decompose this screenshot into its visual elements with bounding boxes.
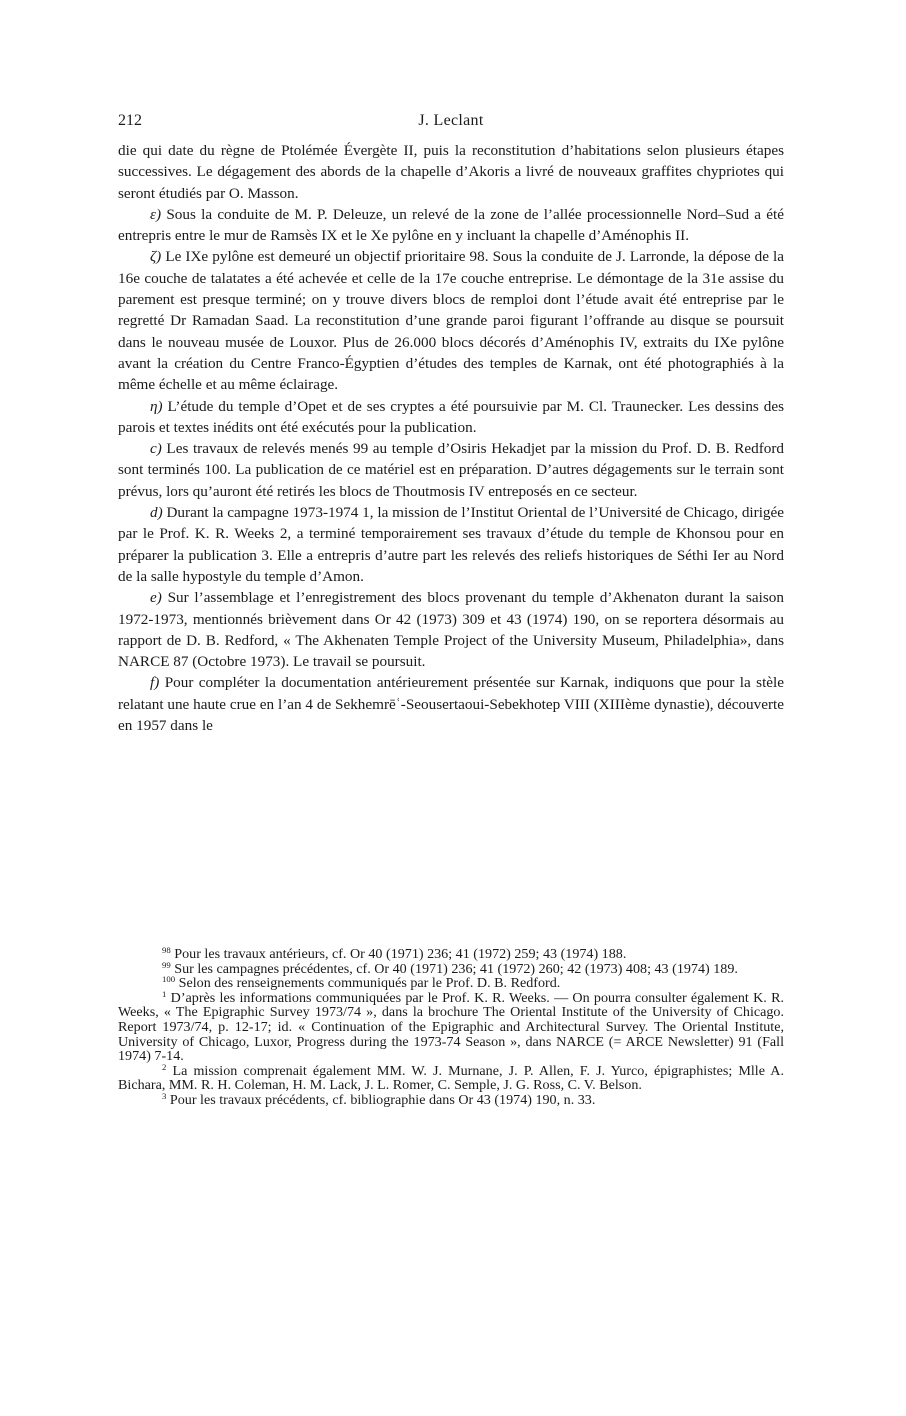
footnote-number: 3: [162, 1091, 167, 1102]
paragraph-text: Sur l’assemblage et l’enregistrement des blocs provenant du temple d’Akhenaton durant la saison 1972-1973, mentionnés brièvement dans Or 42 (1973) 309 et 43 (1974) 190, on se reportera désormais au rapport de D. B. Redford, « The Akhenaten Temple Project of the University Museum, Philadelphia», dans NARCE 87 (Octobre 1973). Le travail se poursuit.: [118, 589, 784, 671]
paragraph-label: f): [150, 674, 160, 692]
footnote: [118, 959, 784, 977]
paragraph-e: [118, 587, 784, 672]
body-text: [118, 140, 784, 736]
paragraph-text: Le IXe pylône est demeuré un objectif prioritaire 98. Sous la conduite de J. Larronde, la dépose de la 16e couche de talatates a été achevée et celle de la 17e couche entreprise. Le démontage de la 31e assise du parement est presque terminé; on y trouve divers blocs de remploi dont l’étude avait été entreprise par le regretté Dr Ramadan Saad. La reconstitution d’une grande paroi figurant l’offrande au disque se poursuit dans le nouveau musée de Louxor. Plus de 26.000 blocs décorés d’Aménophis IV, extraits du IXe pylône avant la création du Centre Franco-Égyptien d’études des temples de Karnak, ont été photographiés à la même échelle et au même éclairage.: [118, 248, 785, 394]
footnote-text: Selon des renseignements communiqués par le Prof. D. B. Redford.: [178, 975, 561, 992]
paragraph-text: Durant la campagne 1973-1974 1, la mission de l’Institut Oriental de l’Université de Chicago, dirigée par le Prof. K. R. Weeks 2, a terminé temporairement ses travaux d’étude du temple de Khonsou pour en préparer la publication 3. Elle a entrepris d’autre part les relevés des reliefs historiques de Séthi Ier au Nord de la salle hypostyle du temple d’Amon.: [118, 504, 785, 585]
paragraph-epsilon: [118, 204, 784, 247]
footnote-number: 99: [162, 959, 171, 970]
footnote-text: Pour les travaux précédents, cf. bibliographie dans Or 43 (1974) 190, n. 33.: [169, 1091, 596, 1108]
paragraph-label: ζ): [150, 248, 162, 266]
paragraph-label: e): [150, 589, 162, 607]
footnote: [118, 1093, 784, 1108]
footnote: [118, 976, 784, 991]
footnote-number: 100: [162, 974, 176, 985]
paragraph-eta: [118, 396, 784, 439]
footnote-number: 1: [162, 988, 167, 999]
footnote: [118, 988, 784, 1065]
paragraph-f: [118, 672, 784, 736]
paragraph-label: d): [150, 504, 163, 522]
page-content: [118, 112, 784, 736]
paragraph-c: [118, 438, 784, 502]
paragraph-zeta: [118, 246, 784, 395]
paragraph-text: Pour compléter la documentation antérieurement présentée sur Karnak, indiquons que pour la stèle relatant une haute crue en l’an 4 de Sekhemrēʿ-Seousertaoui-Sebekhotep VIII (XIIIème dynastie), découverte en 1957 dans le: [118, 674, 784, 735]
paragraph-text: Sous la conduite de M. P. Deleuze, un relevé de la zone de l’allée processionnelle Nord–Sud a été entrepris entre le mur de Ramsès IX et le Xe pylône en y incluant la chapelle d’Aménophis II.: [118, 205, 785, 245]
paragraph-label: η): [150, 397, 163, 415]
paragraph-continuation: [118, 140, 784, 204]
footnote: [118, 1061, 784, 1094]
footnote-text: Sur les campagnes précédentes, cf. Or 40 (1971) 236; 41 (1972) 260; 42 (1973) 408; 43 (1974) 189.: [174, 960, 738, 977]
footnote-text: D’après les informations communiquées par le Prof. K. R. Weeks. — On pourra consulter également K. R. Weeks, « The Epigraphic Survey 1973/74 », dans la brochure The Oriental Institute of the University of Chicago. Report 1973/74, p. 12-17; id. « Continuation of the Epigraphic and Architectural Survey. The Oriental Institute, University of Chicago, Luxor, Progress during the 1973-74 Season », dans NARCE (= ARCE Newsletter) 91 (Fall 1974) 7-14.: [118, 989, 784, 1065]
page-header: [118, 112, 784, 140]
running-head: J. Leclant: [418, 112, 484, 129]
footnotes: [118, 947, 784, 1108]
footnote: [118, 947, 784, 962]
paragraph-text: Les travaux de relevés menés 99 au temple d’Osiris Hekadjet par la mission du Prof. D. B. Redford sont terminés 100. La publication de ce matériel est en préparation. D’autres dégagements sur le terrain sont prévus, lors qu’auront été retirés les blocs de Thoutmosis IV entreposés en ce secteur.: [118, 440, 784, 500]
footnote-number: 2: [162, 1061, 167, 1072]
page-number: 212: [118, 112, 142, 129]
paragraph-label: ε): [150, 205, 162, 223]
paragraph-label: c): [150, 440, 162, 458]
paragraph-text: L’étude du temple d’Opet et de ses cryptes a été poursuivie par M. Cl. Traunecker. Les dessins des parois et textes inédits ont été exécutés pour la publication.: [118, 397, 784, 436]
paragraph-text: die qui date du règne de Ptolémée Évergète II, puis la reconstitution d’habitations selon plusieurs étapes successives. Le dégagement des abords de la chapelle d’Akoris a livré de nouveaux graffites chypriotes qui seront étudiés par O. Masson.: [118, 142, 784, 202]
footnote-text: La mission comprenait également MM. W. J. Murnane, J. P. Allen, F. J. Yurco, épigraphistes; Mlle A. Bichara, MM. R. H. Coleman, H. M. Lack, J. L. Romer, C. Semple, J. G. Ross, C. V. Belson.: [118, 1062, 784, 1094]
footnote-number: 98: [162, 945, 171, 956]
footnote-text: Pour les travaux antérieurs, cf. Or 40 (1971) 236; 41 (1972) 259; 43 (1974) 188.: [174, 946, 627, 962]
paragraph-d: [118, 502, 784, 587]
